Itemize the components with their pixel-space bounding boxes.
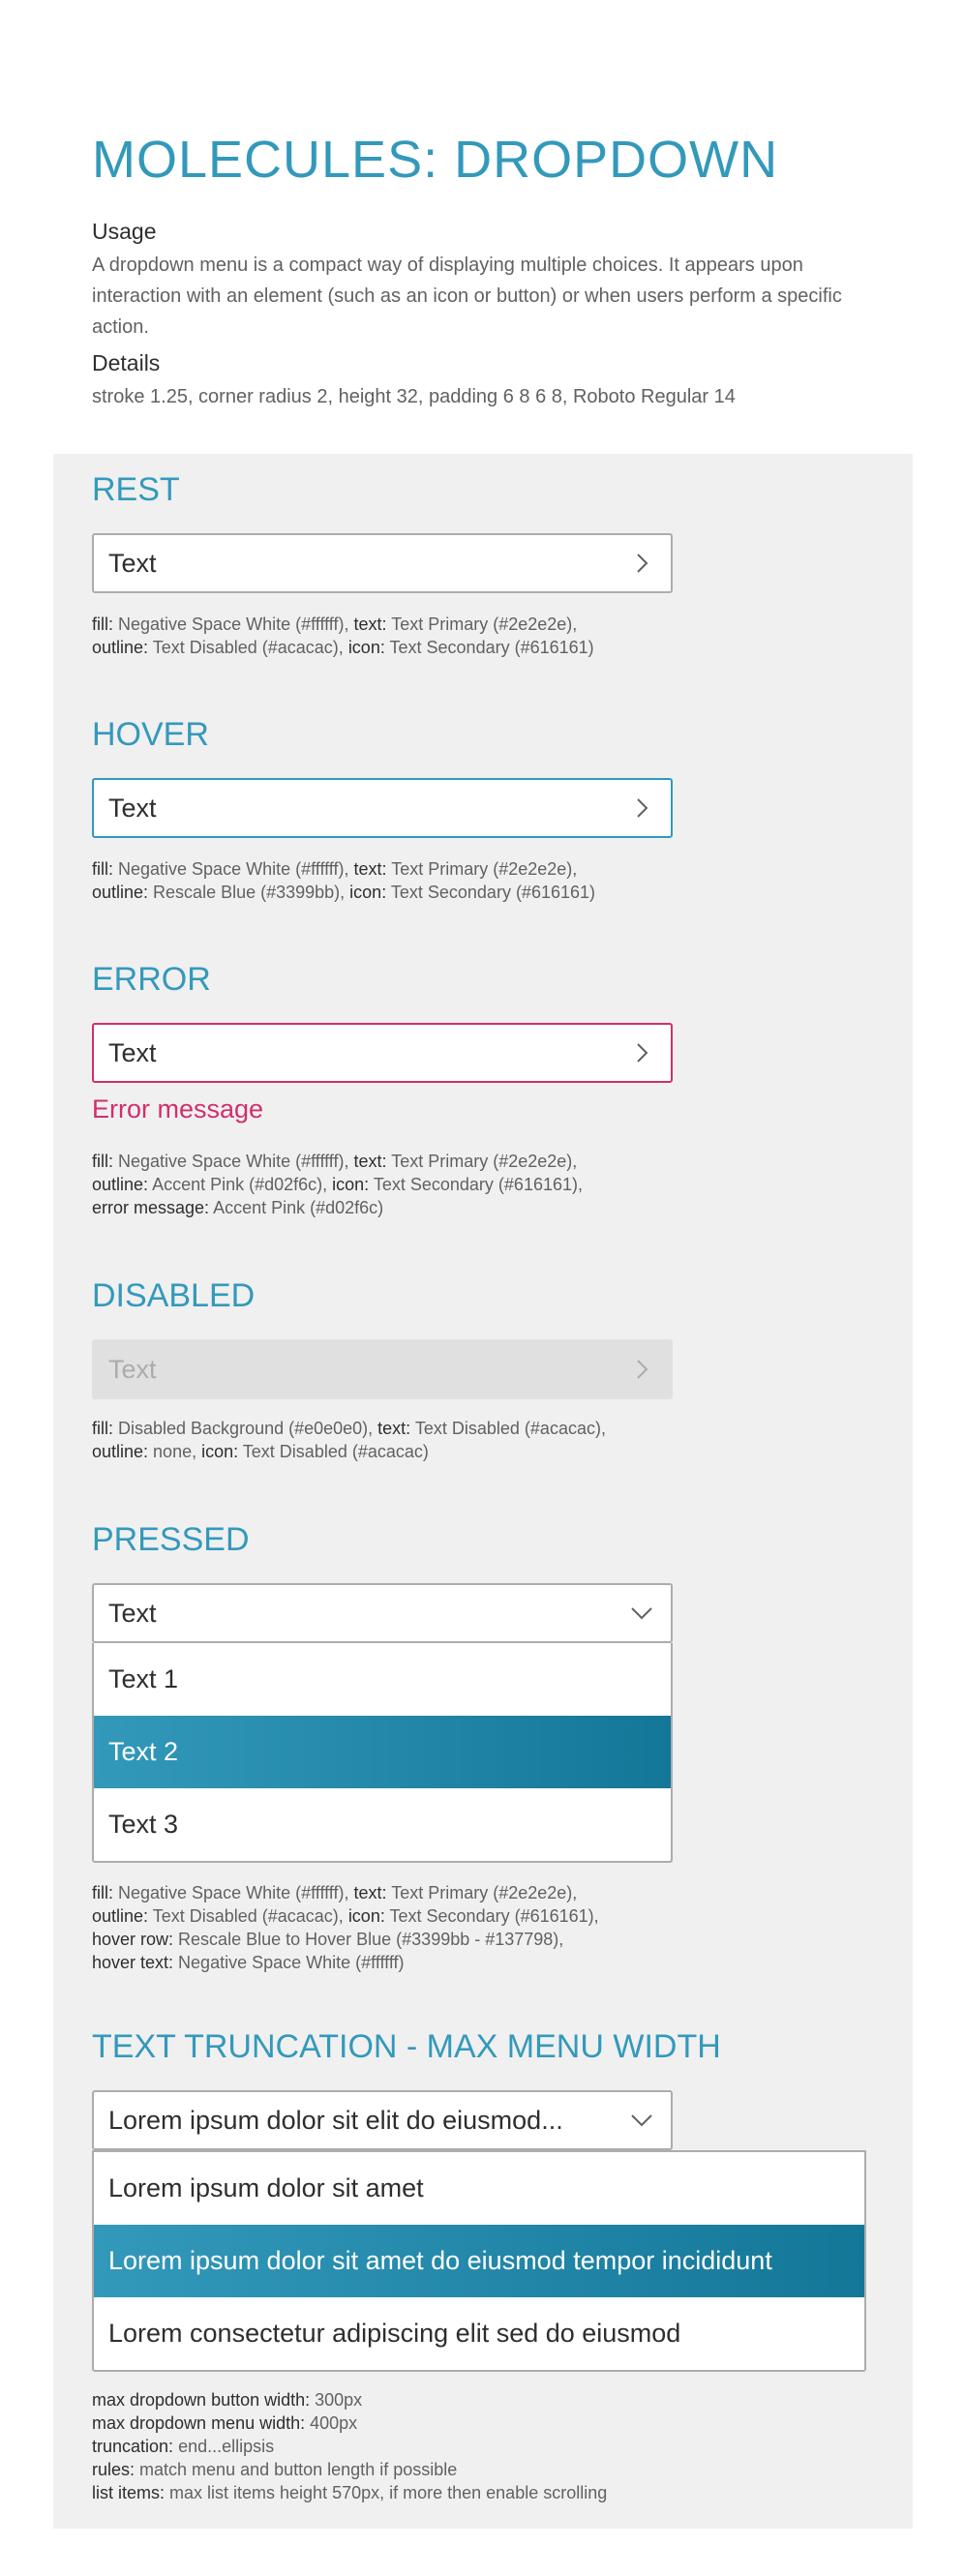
section-title-rest: REST xyxy=(92,471,180,508)
dropdown-text: Text xyxy=(108,549,157,578)
chevron-right-icon xyxy=(630,552,653,575)
property-value: Text Disabled (#acacac), xyxy=(152,638,348,657)
description-line xyxy=(92,1881,599,1904)
property-value: none, xyxy=(153,1442,202,1461)
section-title-hover: HOVER xyxy=(92,716,209,753)
property-value: Accent Pink (#d02f6c), xyxy=(152,1175,333,1194)
property-value: Text Secondary (#616161), xyxy=(373,1175,583,1194)
dropdown-text: Text xyxy=(108,794,157,823)
property-label: fill: xyxy=(92,1883,118,1902)
dropdown-rest[interactable] xyxy=(92,533,673,593)
property-value: Negative Space White (#ffffff), xyxy=(118,1883,354,1902)
menu-item[interactable]: Text 2 xyxy=(94,1716,671,1788)
property-value: Rescale Blue to Hover Blue (#3399bb - #137798), xyxy=(178,1930,564,1949)
section-title-pressed: PRESSED xyxy=(92,1521,250,1558)
description-line xyxy=(92,2435,607,2458)
property-label: outline: xyxy=(92,638,153,657)
property-value: Text Secondary (#616161) xyxy=(389,638,594,657)
dropdown-text: Text xyxy=(108,1038,157,1067)
property-label: text: xyxy=(353,1883,392,1902)
property-label: fill: xyxy=(92,1419,118,1438)
description-line xyxy=(92,1440,606,1463)
property-label: text: xyxy=(377,1419,415,1438)
usage-text: A dropdown menu is a compact way of displaying multiple choices. It appears upon interaction with an element (such as an icon or button) or when users perform a specific action. xyxy=(92,255,842,338)
rest-description xyxy=(92,613,594,659)
description-line xyxy=(92,2388,607,2411)
dropdown-menu-pressed xyxy=(92,1643,673,1863)
dropdown-text: Text xyxy=(108,1599,157,1628)
property-label: rules: xyxy=(92,2460,140,2479)
chevron-right-icon xyxy=(630,1358,653,1381)
property-label: icon: xyxy=(347,638,390,657)
property-label: hover text: xyxy=(92,1953,179,1972)
property-label: outline: xyxy=(92,1442,154,1461)
property-label: icon: xyxy=(201,1442,243,1461)
property-value: Accent Pink (#d02f6c) xyxy=(213,1198,384,1217)
property-value: Text Disabled (#acacac) xyxy=(242,1442,429,1461)
property-label: text: xyxy=(353,859,392,879)
property-value: Negative Space White (#ffffff), xyxy=(118,859,354,879)
property-value: Text Primary (#2e2e2e), xyxy=(391,1883,578,1902)
pressed-description xyxy=(92,1881,599,1974)
property-value: Text Disabled (#acacac), xyxy=(152,1906,348,1926)
description-line xyxy=(92,1196,583,1219)
chevron-down-icon xyxy=(630,1602,653,1625)
dropdown-text: Lorem ipsum dolor sit elit do eiusmod... xyxy=(108,2106,563,2135)
property-label: outline: xyxy=(92,1175,153,1194)
disabled-description xyxy=(92,1417,606,1463)
property-value: Text Primary (#2e2e2e), xyxy=(391,614,578,634)
property-value: 300px xyxy=(315,2390,363,2410)
property-label: outline: xyxy=(92,883,154,902)
dropdown-error[interactable] xyxy=(92,1023,673,1083)
property-value: 400px xyxy=(310,2413,358,2433)
menu-item[interactable]: Lorem ipsum dolor sit amet xyxy=(108,2173,424,2202)
error-message: Error message xyxy=(92,1094,264,1123)
states-panel xyxy=(53,454,913,2529)
property-label: error message: xyxy=(92,1198,214,1217)
dropdown-menu-truncation xyxy=(92,2150,866,2372)
description-line xyxy=(92,636,594,659)
property-label: icon: xyxy=(349,883,391,902)
description-line xyxy=(92,1417,606,1440)
property-label: truncation: xyxy=(92,2437,179,2456)
menu-item[interactable]: Lorem ipsum dolor sit amet do eiusmod tempor incididunt xyxy=(94,2225,864,2297)
property-value: match menu and button length if possible xyxy=(139,2460,458,2479)
description-line xyxy=(92,2411,607,2435)
property-value: end...ellipsis xyxy=(178,2437,275,2456)
details-heading: Details xyxy=(92,350,161,375)
dropdown-pressed[interactable] xyxy=(92,1583,673,1643)
description-line xyxy=(92,1951,599,1974)
menu-item[interactable]: Text 1 xyxy=(108,1664,179,1693)
property-label: outline: xyxy=(92,1906,153,1926)
hover-description xyxy=(92,857,595,904)
property-value: max list items height 570px, if more then enable scrolling xyxy=(169,2483,608,2502)
property-value: Text Secondary (#616161) xyxy=(390,883,596,902)
property-value: Negative Space White (#ffffff) xyxy=(178,1953,405,1972)
description-line xyxy=(92,613,594,636)
property-label: max dropdown button width: xyxy=(92,2390,316,2410)
property-label: max dropdown menu width: xyxy=(92,2413,311,2433)
property-label: list items: xyxy=(92,2483,170,2502)
menu-item[interactable]: Text 3 xyxy=(108,1810,179,1839)
property-label: fill: xyxy=(92,614,118,634)
property-label: fill: xyxy=(92,859,118,879)
property-value: Text Secondary (#616161), xyxy=(389,1906,599,1926)
page-title: MOLECULES: DROPDOWN xyxy=(92,131,779,189)
description-line xyxy=(92,2481,607,2504)
property-value: Negative Space White (#ffffff), xyxy=(118,614,354,634)
section-title-error: ERROR xyxy=(92,961,211,998)
property-value: Text Disabled (#acacac), xyxy=(414,1419,606,1438)
section-title-truncation: TEXT TRUNCATION - MAX MENU WIDTH xyxy=(92,2028,721,2065)
details-text: stroke 1.25, corner radius 2, height 32, padding 6 8 6 8, Roboto Regular 14 xyxy=(92,386,736,407)
section-title-disabled: DISABLED xyxy=(92,1277,256,1314)
property-value: Text Primary (#2e2e2e), xyxy=(391,859,578,879)
chevron-right-icon xyxy=(630,1041,653,1064)
property-value: Negative Space White (#ffffff), xyxy=(118,1152,354,1171)
dropdown-text: Text xyxy=(108,1355,157,1384)
description-line xyxy=(92,1150,583,1173)
description-line xyxy=(92,1173,583,1196)
property-value: Text Primary (#2e2e2e), xyxy=(391,1152,578,1171)
dropdown-disabled xyxy=(92,1339,673,1399)
dropdown-truncation[interactable] xyxy=(92,2090,673,2150)
property-label: icon: xyxy=(347,1906,390,1926)
property-label: fill: xyxy=(92,1152,118,1171)
error-description xyxy=(92,1150,583,1219)
description-line xyxy=(92,857,595,881)
chevron-down-icon xyxy=(630,2109,653,2132)
description-line xyxy=(92,881,595,904)
truncation-description xyxy=(92,2388,607,2504)
property-label: icon: xyxy=(332,1175,374,1194)
dropdown-hover[interactable] xyxy=(92,778,673,838)
property-label: hover row: xyxy=(92,1930,179,1949)
usage-heading: Usage xyxy=(92,219,157,244)
description-line xyxy=(92,1928,599,1951)
property-value: Disabled Background (#e0e0e0), xyxy=(118,1419,378,1438)
description-line xyxy=(92,1904,599,1928)
description-line xyxy=(92,2458,607,2481)
menu-item[interactable]: Lorem consectetur adipiscing elit sed do eiusmod xyxy=(108,2319,681,2348)
property-label: text: xyxy=(353,614,392,634)
property-value: Rescale Blue (#3399bb), xyxy=(153,883,350,902)
property-label: text: xyxy=(353,1152,392,1171)
chevron-right-icon xyxy=(630,796,653,820)
